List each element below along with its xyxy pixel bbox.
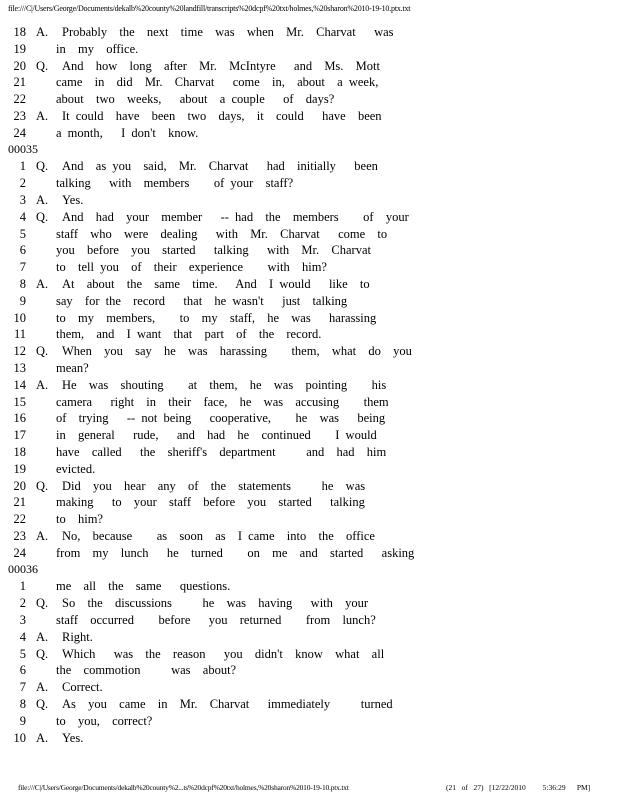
line-text: staff who were dealing with Mr. Charvat come to [56, 226, 388, 241]
line-number: 8 [19, 697, 26, 711]
line-number: 12 [13, 344, 26, 359]
transcript-line [0, 730, 610, 747]
file-path-header: file:///C|/Users/George/Documents/dekalb%20county%20landfill/transcripts%20dcpf%20txt/holmes,%20sharon%2010-19-10.ptx.txt [8, 4, 411, 13]
speaker-label: Q. [36, 209, 49, 224]
line-number: 6 [19, 243, 26, 258]
line-text: mean? [56, 361, 89, 375]
transcript-line [0, 410, 610, 427]
line-text: from my lunch he turned on me and started asking [56, 545, 415, 560]
line-number: 22 [13, 512, 26, 527]
transcript-line [0, 545, 610, 562]
transcript-line [0, 24, 610, 41]
speaker-label: A. [36, 109, 49, 123]
transcript-line [0, 259, 610, 276]
line-text: Probably the next time was when Mr. Charvat was [62, 25, 394, 39]
transcript-line [0, 377, 610, 394]
line-number: 5 [19, 646, 26, 661]
line-number: 22 [13, 92, 26, 107]
speaker-label: Q. [36, 646, 49, 661]
transcript-line [0, 427, 610, 444]
line-number: 17 [13, 428, 26, 443]
page-number-separator: 00036 [8, 561, 38, 576]
line-number: 21 [13, 495, 26, 510]
line-text: to my members, to my staff, he was harassing [56, 310, 377, 325]
transcript-line [0, 91, 610, 108]
transcript-line [0, 595, 610, 612]
line-number: 20 [13, 478, 26, 493]
transcript-line [0, 612, 610, 629]
speaker-label: A. [36, 377, 49, 392]
line-text: in my office. [56, 41, 139, 56]
page-info-footer: (21 of 27) [12/22/2010 5:36:29 PM] [446, 783, 591, 792]
line-text: No, because as soon as I came into the office [62, 529, 375, 543]
line-number: 11 [13, 327, 26, 342]
speaker-label: Q. [36, 58, 49, 73]
transcript-line [0, 58, 610, 75]
line-number: 19 [13, 461, 26, 476]
line-number: 18 [13, 25, 26, 39]
speaker-label: Q. [36, 596, 49, 611]
transcript-line [0, 226, 610, 243]
line-text: have called the sheriff's department and had him [56, 445, 387, 459]
line-number: 19 [13, 41, 26, 56]
line-text: Which was the reason you didn't know what all [62, 646, 385, 661]
line-text: to him? [56, 512, 103, 527]
transcript-line [0, 494, 610, 511]
speaker-label: A. [36, 193, 49, 207]
transcript-line [0, 158, 610, 175]
line-number: 9 [19, 713, 26, 728]
line-text: At about the same time. And I would like to [62, 277, 370, 291]
line-number: 20 [13, 58, 26, 73]
line-number: 4 [19, 629, 26, 644]
line-number: 1 [19, 159, 26, 174]
line-number: 10 [13, 310, 26, 325]
line-number: 23 [13, 109, 26, 123]
line-text: And as you said, Mr. Charvat had initially been [62, 159, 378, 174]
line-text: camera right in their face, he was accusing them [56, 394, 389, 409]
line-text: He was shouting at them, he was pointing his [62, 377, 387, 392]
line-text: me all the same questions. [56, 579, 231, 594]
line-text: the commotion was about? [56, 663, 237, 678]
speaker-label: Q. [36, 478, 49, 493]
transcript-line [0, 293, 610, 310]
line-number: 9 [19, 293, 26, 308]
line-number: 7 [19, 260, 26, 275]
transcript-line [0, 578, 610, 595]
transcript-line [0, 629, 610, 646]
line-text: Did you hear any of the statements he was [62, 478, 366, 493]
transcript-line [0, 679, 610, 696]
line-number: 15 [13, 394, 26, 409]
line-text: you before you started talking with Mr. Charvat [56, 243, 371, 258]
speaker-label: Q. [36, 344, 49, 359]
transcript-line [0, 444, 610, 461]
line-text: about two weeks, about a couple of days? [56, 92, 335, 107]
transcript-line [0, 192, 610, 209]
line-text: When you say he was harassing them, what do you [62, 344, 412, 359]
line-number: 24 [13, 125, 26, 140]
line-number: 2 [19, 176, 26, 191]
transcript-line [0, 74, 610, 91]
line-text: evicted. [56, 461, 96, 476]
line-number: 6 [19, 663, 26, 678]
transcript-line [0, 41, 610, 58]
speaker-label: A. [36, 529, 49, 543]
line-text: in general rude, and had he continued I would [56, 428, 377, 443]
transcript-line [0, 360, 610, 377]
transcript-line [0, 461, 610, 478]
line-number: 5 [19, 226, 26, 241]
transcript-line [0, 713, 610, 730]
line-text: talking with members of your staff? [56, 176, 294, 191]
line-number: 24 [13, 545, 26, 560]
speaker-label: A. [36, 730, 49, 745]
speaker-label: Q. [36, 159, 49, 174]
line-number: 8 [19, 277, 26, 291]
line-number: 21 [13, 75, 26, 90]
transcript-line [0, 528, 610, 545]
line-text: staff occurred before you returned from lunch? [56, 613, 376, 627]
line-text: to tell you of their experience with him? [56, 260, 327, 275]
line-number: 4 [19, 209, 26, 224]
line-text: It could have been two days, it could have been [62, 109, 382, 123]
line-text: So the discussions he was having with your [62, 596, 369, 611]
line-number: 14 [13, 377, 26, 392]
transcript-line [0, 310, 610, 327]
line-number: 3 [19, 193, 26, 207]
line-number: 1 [19, 579, 26, 594]
line-text: And had your member -- had the members of your [62, 209, 409, 224]
line-number: 2 [19, 596, 26, 611]
line-number: 16 [13, 411, 26, 426]
line-text: And how long after Mr. McIntyre and Ms. Mott [62, 58, 380, 73]
line-number: 10 [13, 730, 26, 745]
line-text: Right. [62, 629, 93, 644]
line-text: making to your staff before you started talking [56, 495, 365, 510]
transcript-line [0, 242, 610, 259]
speaker-label: A. [36, 680, 49, 695]
line-text: Correct. [62, 680, 103, 695]
transcript-line [0, 209, 610, 226]
transcript-line [0, 394, 610, 411]
speaker-label: A. [36, 629, 49, 644]
line-number: 18 [13, 445, 26, 459]
line-text: of trying -- not being cooperative, he was being [56, 411, 386, 426]
transcript-line [0, 662, 610, 679]
transcript-line [0, 343, 610, 360]
line-text: came in did Mr. Charvat come in, about a week, [56, 75, 379, 90]
transcript-line [0, 696, 610, 713]
speaker-label: Q. [36, 697, 49, 711]
transcript-line [0, 108, 610, 125]
line-text: Yes. [62, 730, 84, 745]
transcript-line [0, 511, 610, 528]
line-text: As you came in Mr. Charvat immediately turned [62, 697, 393, 711]
transcript-line [0, 125, 610, 142]
line-number: 3 [19, 613, 26, 627]
file-path-footer: file:///C|/Users/George/Documents/dekalb%20county%2...ts%20dcpf%20txt/holmes,%20sharon%2010-19-10.ptx.txt [18, 783, 349, 792]
transcript-line [0, 478, 610, 495]
line-text: them, and I want that part of the record. [56, 327, 322, 342]
line-text: Yes. [62, 193, 84, 207]
line-number: 23 [13, 529, 26, 543]
transcript-line [0, 175, 610, 192]
page-number-separator: 00035 [8, 141, 38, 156]
line-text: to you, correct? [56, 713, 153, 728]
transcript-line [0, 326, 610, 343]
line-text: a month, I don't know. [56, 125, 199, 140]
speaker-label: A. [36, 25, 49, 39]
transcript-line [0, 646, 610, 663]
speaker-label: A. [36, 277, 49, 291]
line-text: say for the record that he wasn't just talking [56, 293, 348, 308]
line-number: 13 [13, 361, 26, 375]
line-number: 7 [19, 680, 26, 695]
transcript-line [0, 276, 610, 293]
